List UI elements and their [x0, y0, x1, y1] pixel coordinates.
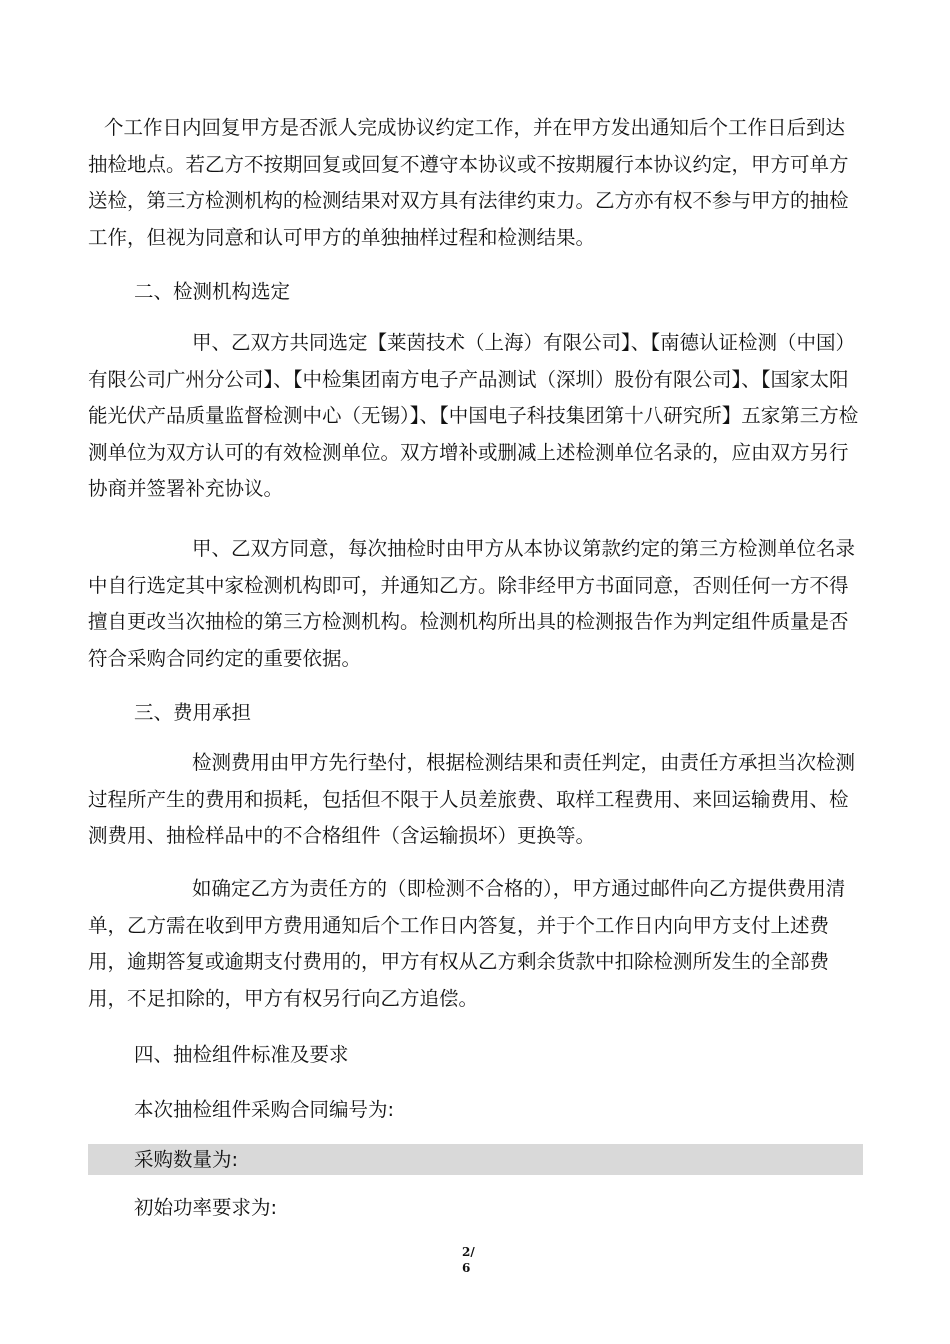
contract-number-label: 本次抽检组件采购合同编号为:	[134, 1098, 395, 1121]
page-number-total: 6	[462, 1261, 471, 1275]
section-heading-cost-bearing: 三、费用承担	[134, 701, 252, 724]
page-number	[462, 1244, 492, 1276]
paragraph-cost-advance: 检测费用由甲方先行垫付，根据检测结果和责任判定，由责任方承担当次检测过程所产生的费用和损耗，包括但不限于人员差旅费、取样工程费用、来回运输费用、检测费用、抽检样品中的不合格组件（含运输损坏）更换等。	[88, 751, 856, 847]
initial-power-label: 初始功率要求为:	[134, 1196, 278, 1219]
section-heading-testing-agency: 二、检测机构选定	[134, 280, 291, 303]
section-heading-inspection-standards: 四、抽检组件标准及要求	[134, 1043, 349, 1066]
page-number-current: 2/	[462, 1245, 475, 1259]
paragraph-selected-agencies: 甲、乙双方共同选定【莱茵技术（上海）有限公司】、【南德认证检测（中国）有限公司广州分公司】、【中检集团南方电子产品测试（深圳）股份有限公司】、【国家太阳能光伏产品质量监督检测中心（无锡）】、【中国电子科技集团第十八研究所】五家第三方检测单位为双方认可的有效检测单位。双方增补或删减上述检测单位名录的，应由双方另行协商并签署补充协议。	[88, 331, 859, 500]
quantity-label: 采购数量为:	[134, 1148, 239, 1171]
paragraph-agency-selection-rule: 甲、乙双方同意，每次抽检时由甲方从本协议第款约定的第三方检测单位名录中自行选定其中家检测机构即可，并通知乙方。除非经甲方书面同意，否则任何一方不得擅自更改当次抽检的第三方检测机构。检测机构所出具的检测报告作为判定组件质量是否符合采购合同约定的重要依据。	[88, 537, 856, 670]
paragraph-inspection-response: 个工作日内回复甲方是否派人完成协议约定工作，并在甲方发出通知后个工作日后到达抽检地点。若乙方不按期回复或回复不遵守本协议或不按期履行本协议约定，甲方可单方送检，第三方检测机构的检测结果对双方具有法律约束力。乙方亦有权不参与甲方的抽检工作，但视为同意和认可甲方的单独抽样过程和检测结果。	[88, 116, 849, 249]
paragraph-responsible-party-payment: 如确定乙方为责任方的（即检测不合格的），甲方通过邮件向乙方提供费用清单，乙方需在收到甲方费用通知后个工作日内答复，并于个工作日内向甲方支付上述费用，逾期答复或逾期支付费用的，甲方有权从乙方剩余货款中扣除检测所发生的全部费用，不足扣除的，甲方有权另行向乙方追偿。	[88, 877, 846, 1010]
